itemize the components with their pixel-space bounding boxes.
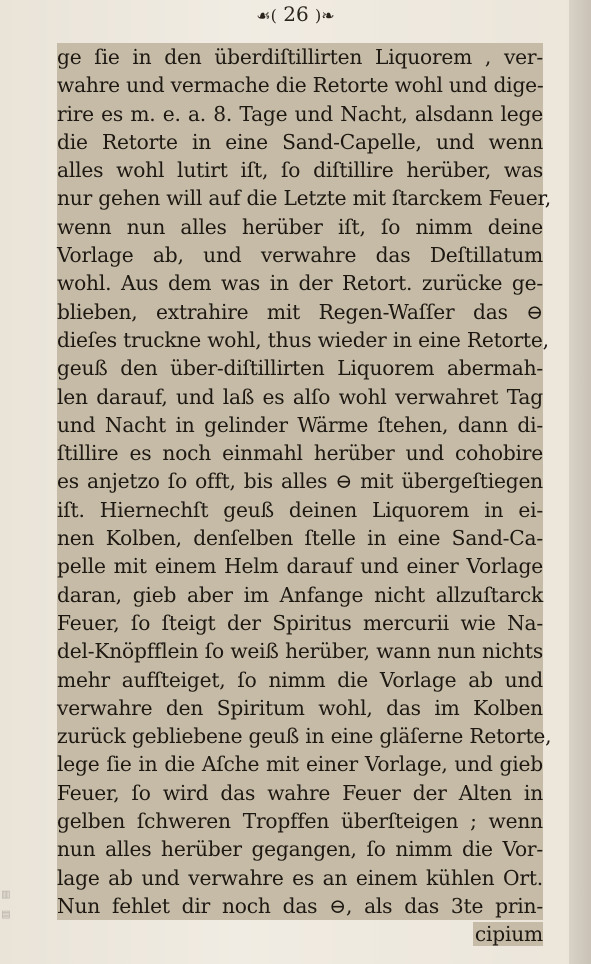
- text-line: alles wohl lutirt iſt, ſo diſtillire herüber, was: [57, 156, 543, 184]
- text-line: mehr aufſteiget, ſo nimm die Vorlage ab und: [57, 666, 543, 694]
- text-line: geuß den über-diſtillirten Liquorem abermah-: [57, 354, 543, 382]
- text-line: ge ſie in den überdiſtillirten Liquorem , ver-: [57, 43, 543, 71]
- text-line: lage ab und verwahre es an einem kühlen Ort.: [57, 864, 543, 892]
- left-ornament: ☙(: [256, 6, 277, 25]
- text-line: len darauf, und laß es alſo wohl verwahret Tag: [57, 383, 543, 411]
- right-ornament: )❧: [315, 6, 335, 25]
- page-number: 26: [283, 2, 309, 26]
- text-line: wenn nun alles herüber iſt, ſo nimm deine: [57, 213, 543, 241]
- page-header: [0, 0, 591, 30]
- text-line: Nun fehlet dir noch das ⊖, als das 3te prin-: [57, 892, 543, 920]
- bleed-through-marks: ▥ ▤: [2, 887, 10, 922]
- page-gutter: [569, 0, 591, 964]
- text-line: ſtillire es noch einmahl herüber und cohobire: [57, 439, 543, 467]
- text-line: die Retorte in eine Sand-Capelle, und wenn: [57, 128, 543, 156]
- text-line: nen Kolben, denſelben ſtelle in eine Sand-Ca-: [57, 524, 543, 552]
- text-line: und Nacht in gelinder Wärme ſtehen, dann di-: [57, 411, 543, 439]
- text-line: wahre und vermache die Retorte wohl und dige-: [57, 71, 543, 99]
- text-line: gelben ſchweren Tropffen überſteigen ; wenn: [57, 807, 543, 835]
- catchword-line: [57, 920, 543, 948]
- text-line: daran, gieb aber im Anfange nicht allzuſtarck: [57, 581, 543, 609]
- text-line: nur gehen will auf die Letzte mit ſtarckem Feuer,: [57, 184, 543, 212]
- text-line: Vorlage ab, und verwahre das Deſtillatum: [57, 241, 543, 269]
- text-line: del-Knöpfflein ſo weiß herüber, wann nun nichts: [57, 637, 543, 665]
- body-text: [57, 43, 552, 949]
- text-line: es anjetzo ſo offt, bis alles ⊖ mit übergeſtiegen: [57, 467, 543, 495]
- text-line: rire es m. e. a. 8. Tage und Nacht, alsdann lege: [57, 100, 543, 128]
- text-line: blieben, extrahire mit Regen-Waſſer das ⊖: [57, 298, 543, 326]
- text-line: Feuer, ſo wird das wahre Feuer der Alten in: [57, 779, 543, 807]
- text-line: Feuer, ſo ſteigt der Spiritus mercurii wie Na-: [57, 609, 543, 637]
- text-line: iſt. Hiernechſt geuß deinen Liquorem in ei-: [57, 496, 543, 524]
- text-line: wohl. Aus dem was in der Retort. zurücke ge-: [57, 269, 543, 297]
- catchword: cipium: [474, 922, 543, 947]
- text-line: pelle mit einem Helm darauf und einer Vorlage: [57, 552, 543, 580]
- text-line: lege ſie in die Aſche mit einer Vorlage, und gieb: [57, 750, 543, 778]
- text-line: dieſes truckne wohl, thus wieder in eine Retorte,: [57, 326, 543, 354]
- text-line: nun alles herüber gegangen, ſo nimm die Vor-: [57, 835, 543, 863]
- text-line: zurück gebliebene geuß in eine gläſerne Retorte,: [57, 722, 543, 750]
- text-line: verwahre den Spiritum wohl, das im Kolben: [57, 694, 543, 722]
